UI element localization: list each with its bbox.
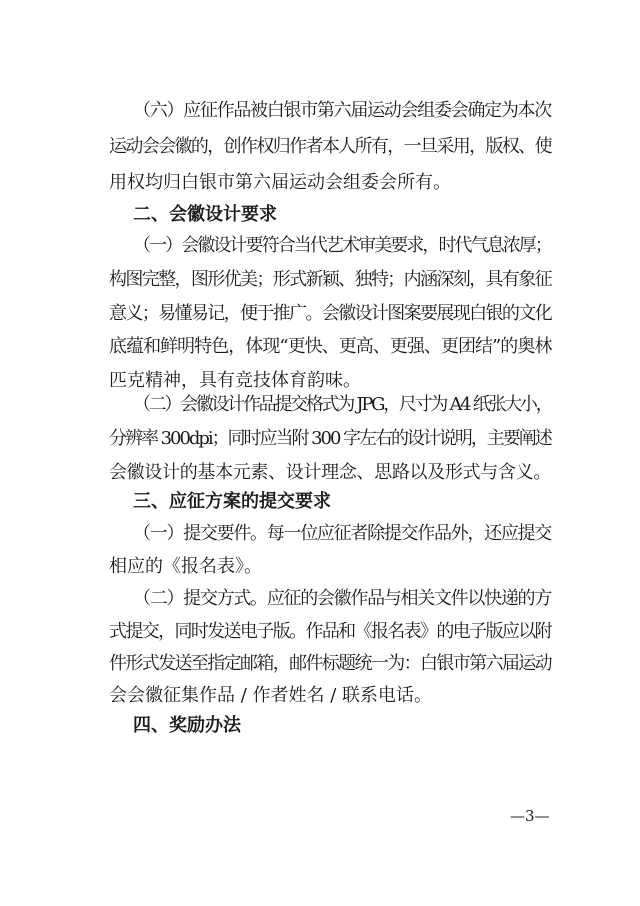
section-2-para-1-line-2: 构图完整，图形优美；形式新颖、独特；内涵深刻，具有象征 [109,269,551,290]
section-3-para-2-line-4: 会会徽征集作品 / 作者姓名 / 联系电话。 [109,685,433,706]
section-2-para-2-line-3: 会徽设计的基本元素、设计理念、思路以及形式与含义。 [109,462,551,483]
paragraph-6-line-2: 运动会会徽的，创作权归作者本人所有，一旦采用，版权、使 [109,136,551,157]
page-number: —3— [510,807,550,825]
section-3-heading: 三、应征方案的提交要求 [133,491,331,512]
section-2-para-1-line-4: 底蕴和鲜明特色，体现“更快、更高、更强、更团结”的奥林 [109,336,552,357]
section-2-heading: 二、会徽设计要求 [133,204,277,225]
paragraph-6-line-1: （六）应征作品被白银市第六届运动会组委会确定为本次 [133,100,551,121]
section-2-para-1-line-1: （一）会徽设计要符合当代艺术审美要求，时代气息浓厚； [133,235,551,256]
section-3-para-1-line-2: 相应的《报名表》。 [109,556,262,577]
section-3-para-1-line-1: （一）提交要件。每一位应征者除提交作品外，还应提交 [133,523,551,544]
section-3-para-2-line-1: （二）提交方式。应征的会徽作品与相关文件以快递的方 [133,588,551,609]
section-3-para-2-line-3: 件形式发送至指定邮箱，邮件标题统一为：白银市第六届运动 [109,653,551,674]
section-2-para-2-line-1: （二）会徽设计作品提交格式为 JPG，尺寸为 A4 纸张大小， [133,394,552,415]
section-2-para-1-line-3: 意义；易懂易记，便于推广。会徽设计图案要展现白银的文化 [109,303,551,324]
paragraph-6-line-3: 用权均归白银市第六届运动会组委会所有。 [109,172,451,193]
section-2-para-2-line-2: 分辨率 300dpi；同时应当附 300 字左右的设计说明，主要阐述 [109,428,551,449]
section-2-para-1-line-5: 匹克精神，具有竞技体育韵味。 [109,370,361,391]
section-4-heading: 四、奖励办法 [133,715,241,736]
section-3-para-2-line-2: 式提交，同时发送电子版。作品和《报名表》的电子版应以附 [109,621,551,642]
